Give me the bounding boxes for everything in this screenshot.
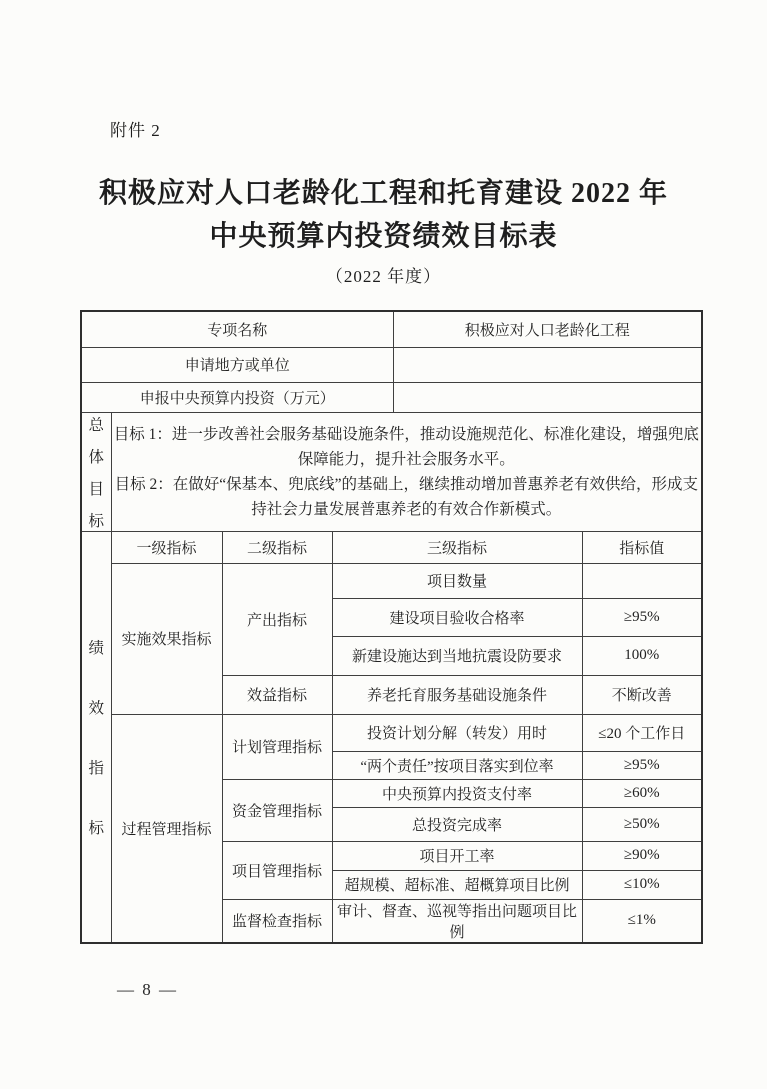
header-level1: 一级指标 bbox=[111, 531, 222, 563]
indicator-value: ≥95% bbox=[582, 598, 702, 636]
level2-output-indicator: 产出指标 bbox=[222, 563, 332, 675]
table-row bbox=[81, 347, 702, 382]
indicator-value: ≤1% bbox=[582, 899, 702, 943]
performance-target-table bbox=[80, 310, 703, 944]
indicator-value: ≤20 个工作日 bbox=[582, 714, 702, 751]
level2-benefit-indicator: 效益指标 bbox=[222, 675, 332, 714]
info-label-investment: 申报中央预算内投资（万元） bbox=[81, 382, 393, 412]
indicator-value: ≥50% bbox=[582, 807, 702, 841]
overall-goal-content bbox=[111, 412, 702, 531]
level2-project-indicator: 项目管理指标 bbox=[222, 841, 332, 899]
indicator-value: ≥60% bbox=[582, 779, 702, 807]
indicator-value bbox=[582, 563, 702, 598]
indicator-name: 审计、督查、巡视等指出问题项目比例 bbox=[332, 899, 582, 943]
level2-supervision-indicator: 监督检查指标 bbox=[222, 899, 332, 943]
indicator-name: 总投资完成率 bbox=[332, 807, 582, 841]
indicator-name: 新建设施达到当地抗震设防要求 bbox=[332, 636, 582, 675]
document-title bbox=[0, 172, 767, 258]
indicator-value: ≥95% bbox=[582, 751, 702, 779]
table-row bbox=[81, 412, 702, 531]
indicator-name: 超规模、超标准、超概算项目比例 bbox=[332, 870, 582, 899]
page-number: — 8 — bbox=[117, 980, 178, 999]
indicator-value: ≥90% bbox=[582, 841, 702, 870]
info-value-investment bbox=[393, 382, 702, 412]
indicator-value: 不断改善 bbox=[582, 675, 702, 714]
document-subtitle: （2022 年度） bbox=[325, 267, 442, 286]
indicator-value: ≤10% bbox=[582, 870, 702, 899]
info-label-applicant: 申请地方或单位 bbox=[81, 347, 393, 382]
goal-1-text: 目标 1：进一步改善社会服务基础设施条件，推动设施规范化、标准化建设，增强兜底保障能力，提升社会服务水平。 bbox=[113, 425, 699, 468]
table-row bbox=[81, 382, 702, 412]
level2-plan-indicator: 计划管理指标 bbox=[222, 714, 332, 779]
header-level2: 二级指标 bbox=[222, 531, 332, 563]
indicator-name: 投资计划分解（转发）用时 bbox=[332, 714, 582, 751]
document-title-line1: 积极应对人口老龄化工程和托育建设 2022 年 bbox=[98, 178, 668, 209]
indicator-name: 中央预算内投资支付率 bbox=[332, 779, 582, 807]
indicator-name: 项目数量 bbox=[332, 563, 582, 598]
info-value-project-name: 积极应对人口老龄化工程 bbox=[393, 311, 702, 347]
level2-fund-indicator: 资金管理指标 bbox=[222, 779, 332, 841]
level1-effect-indicator: 实施效果指标 bbox=[111, 563, 222, 714]
document-title-line2: 中央预算内投资绩效目标表 bbox=[209, 221, 558, 252]
indicator-name: “两个责任”按项目落实到位率 bbox=[332, 751, 582, 779]
goal-2-text: 目标 2：在做好“保基本、兜底线”的基础上，继续推动增加普惠养老有效供给，形成支持社会力量发展普惠养老的有效合作新模式。 bbox=[114, 475, 698, 518]
overall-goal-label: 总 体 目 标 bbox=[81, 412, 111, 531]
header-level3: 三级指标 bbox=[332, 531, 582, 563]
indicator-row bbox=[81, 563, 702, 598]
indicator-name: 建设项目验收合格率 bbox=[332, 598, 582, 636]
indicator-name: 养老托育服务基础设施条件 bbox=[332, 675, 582, 714]
info-value-applicant bbox=[393, 347, 702, 382]
attachment-label: 附件 2 bbox=[110, 121, 161, 140]
info-label-project-name: 专项名称 bbox=[81, 311, 393, 347]
indicator-row bbox=[81, 714, 702, 751]
indicator-value: 100% bbox=[582, 636, 702, 675]
header-value: 指标值 bbox=[582, 531, 702, 563]
table-row bbox=[81, 311, 702, 347]
performance-indicator-label: 绩 效 指 标 bbox=[81, 531, 111, 943]
indicator-header-row bbox=[81, 531, 702, 563]
level1-process-indicator: 过程管理指标 bbox=[111, 714, 222, 943]
indicator-name: 项目开工率 bbox=[332, 841, 582, 870]
